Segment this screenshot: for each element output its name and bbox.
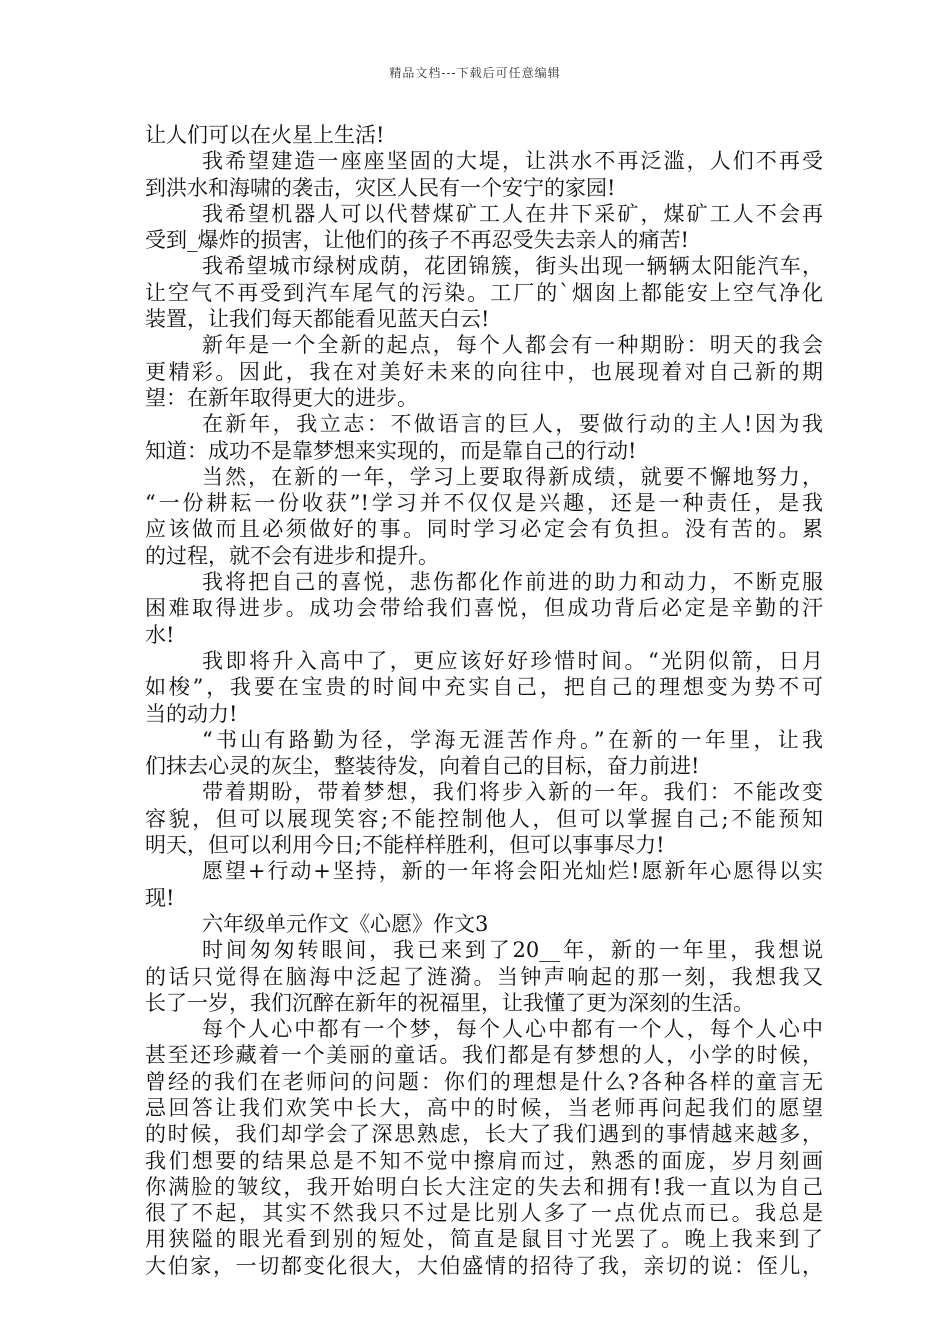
text-line: 新年是一个全新的起点，每个人都会有一种期盼：明天的我会 xyxy=(202,333,823,358)
text-line: 水! xyxy=(145,622,175,647)
paragraph xyxy=(145,779,823,858)
paragraph xyxy=(145,858,823,911)
text-line: 受到_爆炸的损害，让他们的孩子不再忍受失去亲人的痛苦! xyxy=(145,228,689,253)
text-line: “一份耕耘一份收获”!学习并不仅仅是兴趣，还是一种责任，是我 xyxy=(145,491,823,516)
text-line: 我希望建造一座座坚固的大堤，让洪水不再泛滥，人们不再受 xyxy=(202,149,823,174)
text-line: “书山有路勤为径，学海无涯苦作舟。”在新的一年里，让我 xyxy=(202,727,823,752)
text-line: 更精彩。因此，我在对美好未来的向往中，也展现着对自己新的期 xyxy=(145,359,823,384)
text-line: 时间匆匆转眼间，我已来到了20__年，新的一年里，我想说 xyxy=(202,938,823,963)
paragraph xyxy=(145,148,823,201)
text-line: 忌回答让我们欢笑中长大，高中的时候，当老师再问起我们的愿望 xyxy=(145,1095,823,1120)
text-line: 的时候，我们却学会了深思熟虑，长大了我们遇到的事情越来越多， xyxy=(145,1122,823,1147)
text-line: 在新年，我立志：不做语言的巨人，要做行动的主人!因为我 xyxy=(202,412,823,437)
text-line: 我希望机器人可以代替煤矿工人在井下采矿，煤矿工人不会再 xyxy=(202,201,823,226)
text-line: 容貌，但可以展现笑容;不能控制他人，但可以掌握自己;不能预知 xyxy=(145,806,823,831)
text-line: 装置，让我们每天都能看见蓝天白云! xyxy=(145,307,490,332)
paragraph xyxy=(145,911,823,937)
text-line: 困难取得进步。成功会带给我们喜悦，但成功背后必定是辛勤的汗 xyxy=(145,596,823,621)
text-line: 当然，在新的一年，学习上要取得新成绩，就要不懈地努力， xyxy=(202,464,823,489)
paragraph xyxy=(145,464,823,569)
paragraph xyxy=(145,122,823,148)
paragraph xyxy=(145,253,823,332)
text-line: 当的动力! xyxy=(145,701,238,726)
text-line: 愿望+行动+坚持，新的一年将会阳光灿烂!愿新年心愿得以实 xyxy=(202,859,823,884)
text-line: 长了一岁，我们沉醉在新年的祝福里，让我懂了更为深刻的生活。 xyxy=(145,990,754,1015)
text-line: 甚至还珍藏着一个美丽的童话。我们都是有梦想的人，小学的时候， xyxy=(145,1043,823,1068)
text-line: 让人们可以在火星上生活! xyxy=(145,123,385,147)
text-line: 们抹去心灵的灰尘，整装待发，向着自己的目标，奋力前进! xyxy=(145,754,700,779)
text-line: 知道：成功不是靠梦想来实现的，而是靠自己的行动! xyxy=(145,438,637,463)
text-line: 我们想要的结果总是不知不觉中擦肩而过，熟悉的面庞，岁月刻画 xyxy=(145,1148,823,1173)
text-line: 带着期盼，带着梦想，我们将步入新的一年。我们：不能改变 xyxy=(202,780,823,805)
text-line: 到洪水和海啸的袭击，灾区人民有一个安宁的家园! xyxy=(145,175,616,200)
text-line: 让空气不再受到汽车尾气的污染。工厂的`烟囱上都能安上空气净化 xyxy=(145,280,823,305)
document-body xyxy=(145,122,823,1279)
text-line: 的过程，就不会有进步和提升。 xyxy=(145,543,439,568)
paragraph xyxy=(145,201,823,254)
text-line: 用狭隘的眼光看到别的短处，简直是鼠目寸光罢了。晚上我来到了 xyxy=(145,1227,823,1252)
text-line: 应该做而且必须做好的事。同时学习必定会有负担。没有苦的。累 xyxy=(145,517,823,542)
text-line: 明天，但可以利用今日;不能样样胜利，但可以事事尽力! xyxy=(145,833,665,858)
text-line: 很了不起，其实不然我只不过是比别人多了一点优点而已。我总是 xyxy=(145,1201,823,1226)
text-line: 我即将升入高中了，更应该好好珍惜时间。“光阴似箭，日月 xyxy=(202,648,823,673)
paragraph xyxy=(145,411,823,464)
text-line: 曾经的我们在老师问的问题：你们的理想是什么?各种各样的童言无 xyxy=(145,1069,823,1094)
paragraph xyxy=(145,1016,823,1279)
text-line: 你满脸的皱纹，我开始明白长大注定的失去和拥有!我一直以为自己 xyxy=(145,1174,823,1199)
paragraph xyxy=(145,937,823,1016)
paragraph xyxy=(145,332,823,411)
text-line: 如梭”，我要在宝贵的时间中充实自己，把自己的理想变为势不可 xyxy=(145,675,823,700)
text-line: 望：在新年取得更大的进步。 xyxy=(145,385,418,410)
text-line: 的话只觉得在脑海中泛起了涟漪。当钟声响起的那一刻，我想我又 xyxy=(145,964,823,989)
paragraph xyxy=(145,648,823,727)
text-line: 六年级单元作文《心愿》作文3 xyxy=(202,911,489,936)
text-line: 每个人心中都有一个梦，每个人心中都有一个人，每个人心中 xyxy=(202,1017,823,1042)
text-line: 我希望城市绿树成荫，花团锦簇，街头出现一辆辆太阳能汽车， xyxy=(202,254,823,279)
text-line: 现! xyxy=(145,885,175,910)
text-line: 大伯家，一切都变化很大，大伯盛情的招待了我，亲切的说：侄儿， xyxy=(145,1253,823,1278)
page-header: 精品文档---下载后可任意编辑 xyxy=(389,66,561,80)
paragraph xyxy=(145,569,823,648)
paragraph xyxy=(145,727,823,780)
text-line: 我将把自己的喜悦，悲伤都化作前进的助力和动力，不断克服 xyxy=(202,570,823,595)
